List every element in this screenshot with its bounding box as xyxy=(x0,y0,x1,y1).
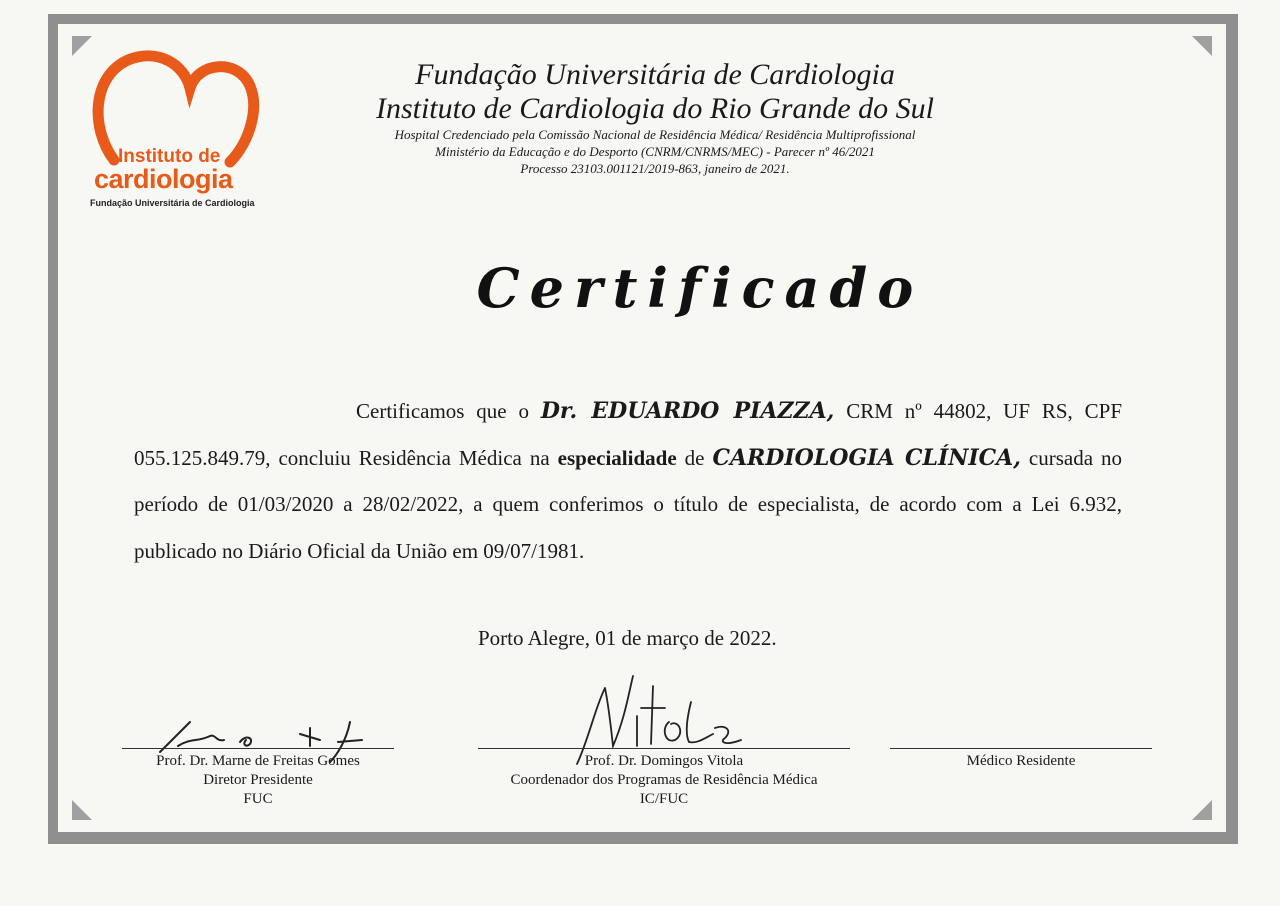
frame-left xyxy=(48,14,58,844)
place-date: Porto Alegre, 01 de março de 2022. xyxy=(478,626,777,650)
signature-block-resident xyxy=(890,752,1152,771)
signer-name: Prof. Dr. Domingos Vitola xyxy=(584,753,744,769)
body-intro: Certificamos que o xyxy=(356,399,529,423)
signature-line xyxy=(890,748,1152,749)
signature-block-president xyxy=(122,752,394,809)
specialty-name: CARDIOLOGIA CLÍNICA, xyxy=(712,444,1021,471)
certificate-header xyxy=(310,58,1000,177)
frame-top xyxy=(48,14,1238,24)
recipient-name: Dr. EDUARDO PIAZZA, xyxy=(540,398,835,424)
signer-org: FUC xyxy=(243,791,273,807)
header-title-institute: Instituto de Cardiologia do Rio Grande do Sul xyxy=(375,92,935,125)
certificate-body xyxy=(134,388,1122,574)
signature-block-coordinator xyxy=(478,752,850,809)
logo-text-line3: Fundação Universitária de Cardiologia xyxy=(90,198,255,208)
logo-text-line1: Instituto de xyxy=(118,146,221,167)
frame-bottom xyxy=(48,832,1238,844)
header-title-foundation: Fundação Universitária de Cardiologia xyxy=(415,58,895,91)
corner-ornament xyxy=(1192,800,1212,820)
signer-role: Coordenador dos Programas de Residência Médica xyxy=(510,772,818,788)
body-period: cursada no período de 01/03/2020 a 28/02/2022, a quem conferimos o título de especialista, de acordo com a Lei 6.932, publicado no Diário Oficial da União em 09/07/1981. xyxy=(134,445,1123,563)
header-subtitle-2: Ministério da Educação e do Desporto (CNRM/CNRMS/MEC) - Parecer nº 46/2021 xyxy=(435,144,875,159)
corner-ornament xyxy=(1192,36,1212,56)
signature-line xyxy=(122,748,394,749)
body-bold-word: especialidade xyxy=(557,445,677,470)
body-connector: de xyxy=(684,445,705,470)
certificate-title: Certificado xyxy=(476,256,924,320)
signer-role: Diretor Presidente xyxy=(203,772,313,788)
signer-name: Médico Residente xyxy=(966,753,1076,769)
signature-line xyxy=(478,748,850,749)
signer-org: IC/FUC xyxy=(639,791,689,807)
header-subtitle-1: Hospital Credenciado pela Comissão Nacional de Residência Médica/ Residência Multiprofissional xyxy=(394,127,916,142)
corner-ornament xyxy=(72,800,92,820)
logo-text-line2: cardiologia xyxy=(94,164,233,194)
frame-right xyxy=(1226,14,1238,844)
body-registration: CRM nº 44802, UF RS, CPF 055.125.849.79, concluiu Residência Médica na xyxy=(134,399,1122,470)
institute-logo xyxy=(88,48,288,218)
header-subtitle-3: Processo 23103.001121/2019-863, janeiro de 2021. xyxy=(520,161,790,176)
signer-name: Prof. Dr. Marne de Freitas Gomes xyxy=(156,753,360,769)
